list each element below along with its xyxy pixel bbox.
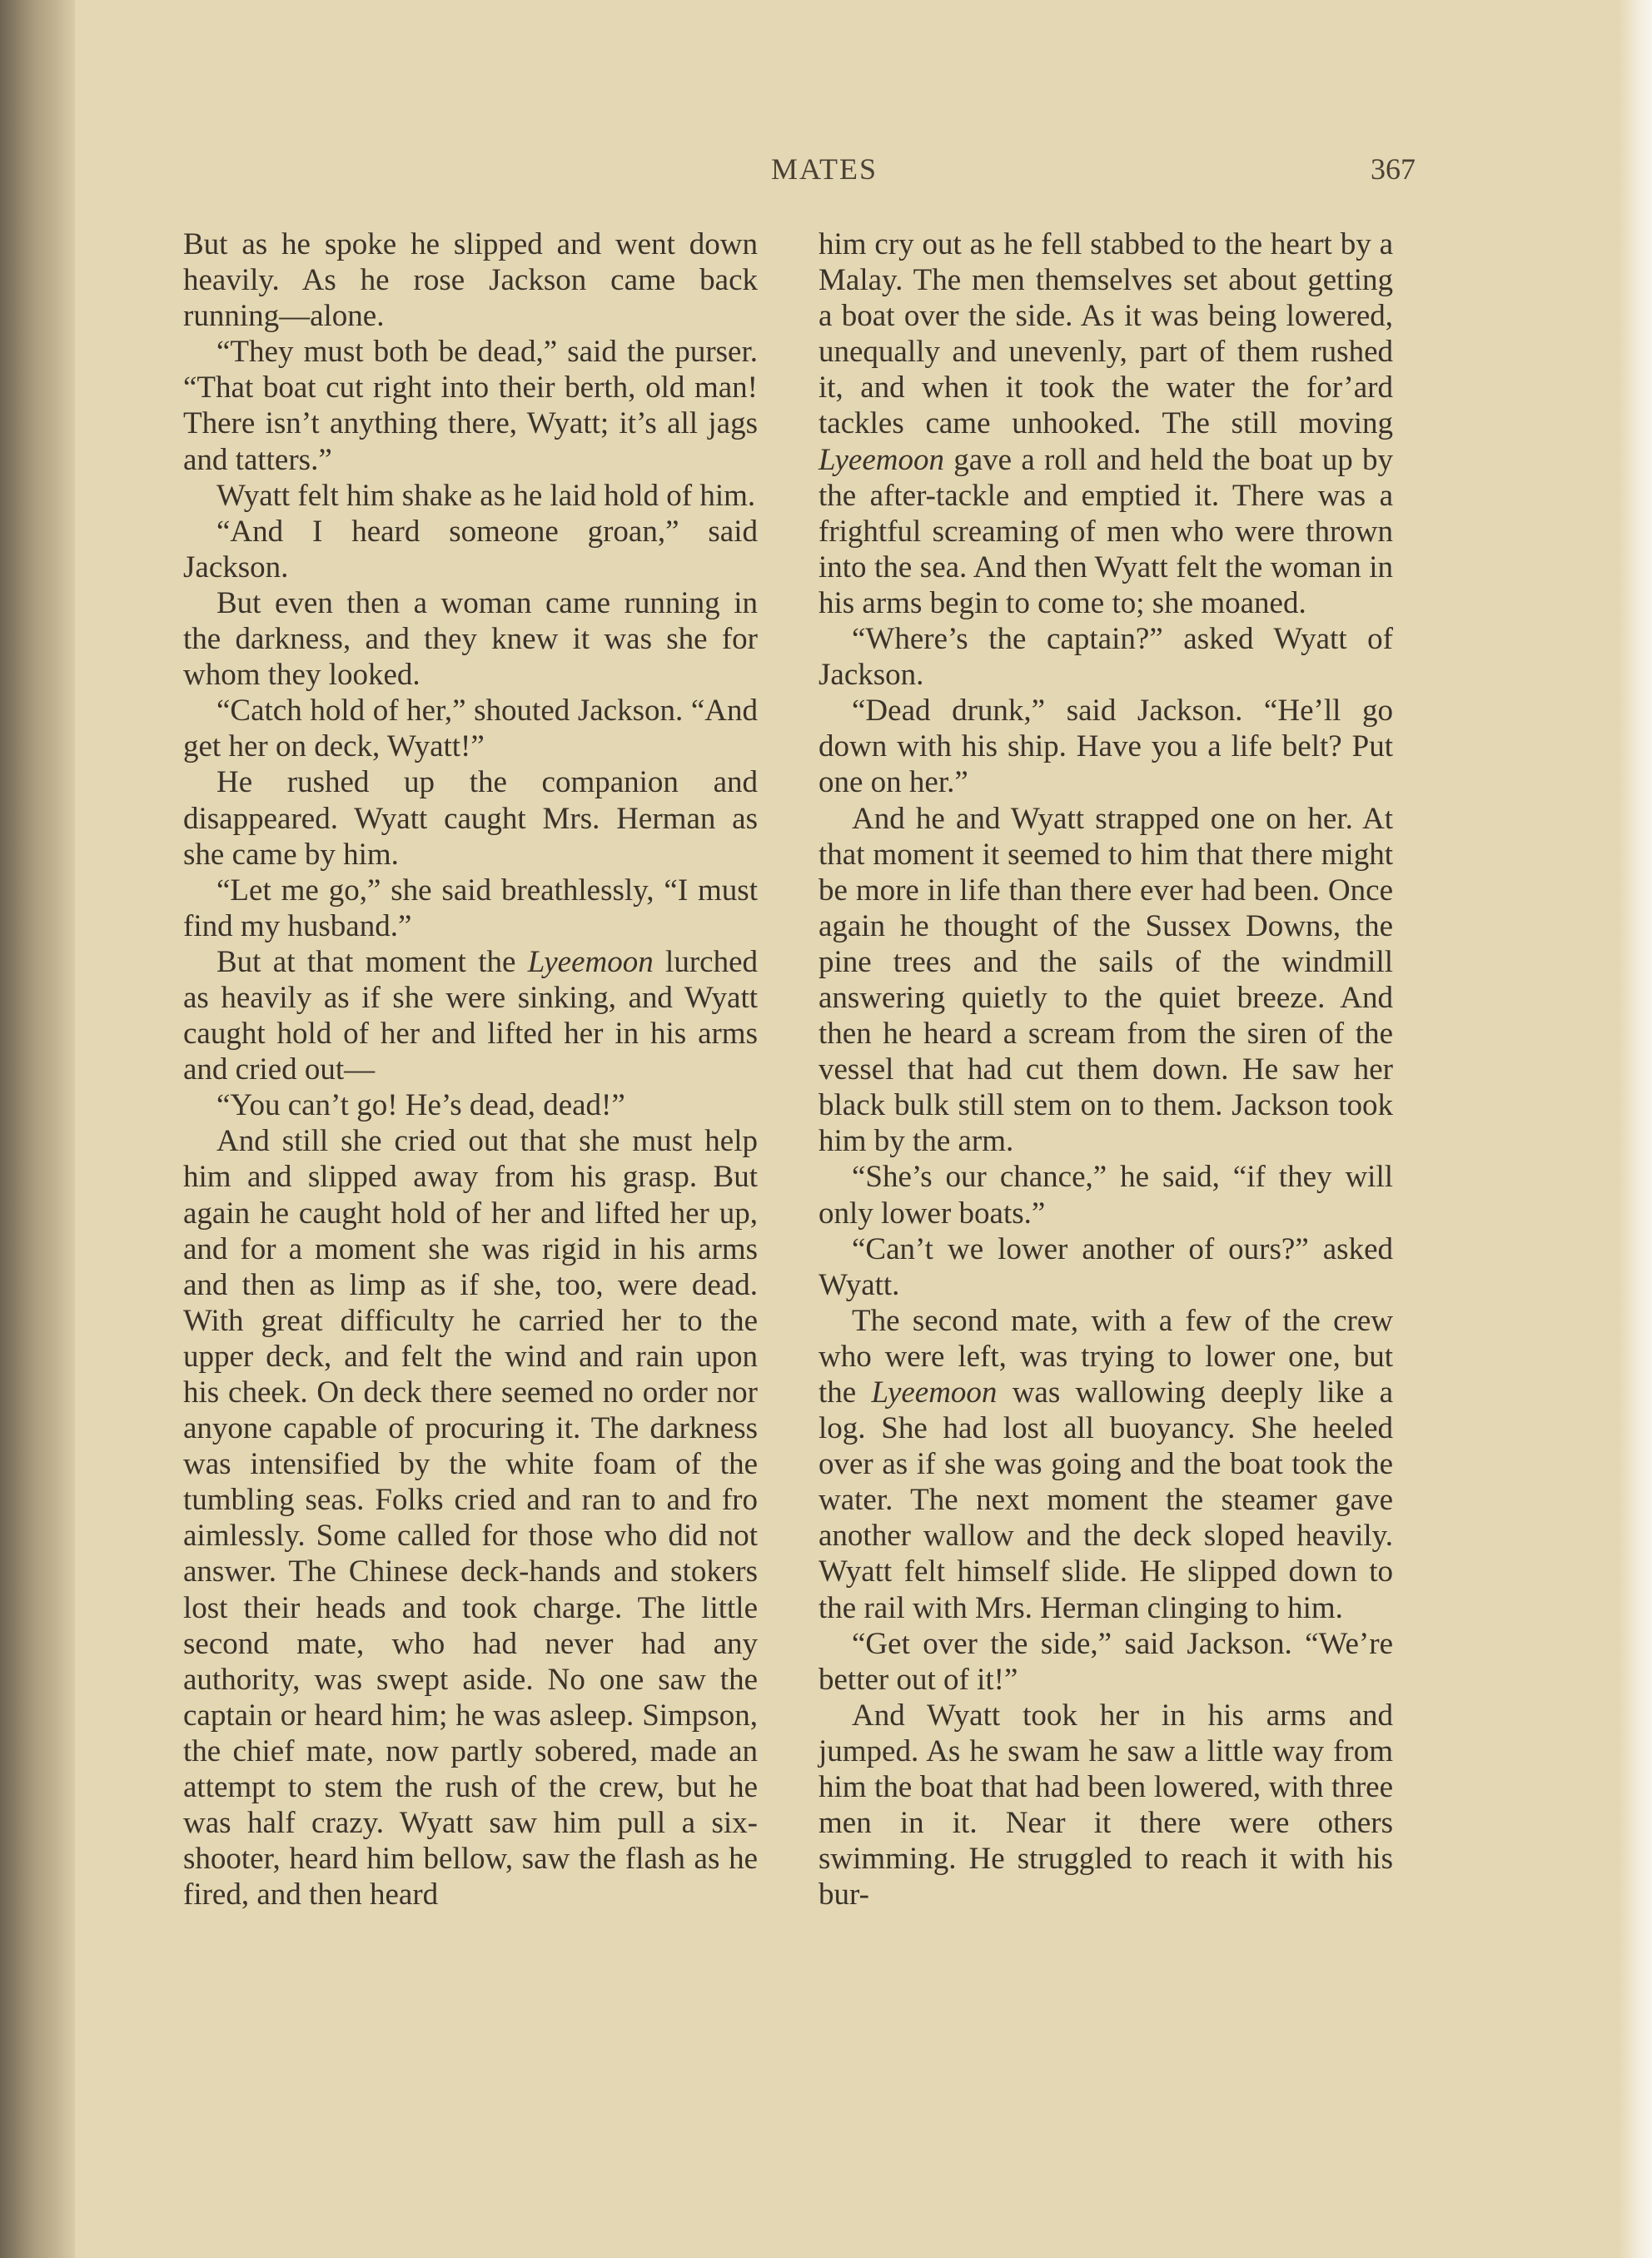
paragraph: He rushed up the companion and disappeared. Wyatt caught Mrs. Herman as she came by him. — [183, 765, 758, 872]
paragraph: “They must both be dead,” said the purser. “That boat cut right into their berth, old man! There isn’t anything there, Wyatt; it’s all jags and tatters.” — [183, 335, 758, 477]
paragraph-text: him cry out as he fell stabbed to the heart by a Malay. The men themselves set about getting a boat over the side. As it was being lowered, unequally and unevenly, part of them rushed it, and when it took the water the for’ard tackles came unhooked. The still moving — [819, 227, 1393, 441]
paragraph: “Let me go,” she said breathlessly, “I must find my husband.” — [183, 873, 758, 943]
paragraph — [819, 1303, 1393, 1626]
paragraph-text: was wallowing deeply like a log. She had lost all buoyancy. She heeled over as if she was going and the boat took the water. The next moment the steamer gave another wallow and the deck sloped heavily. Wyatt felt himself slide. He slipped down to the rail with Mrs. Herman clinging to him. — [819, 1375, 1393, 1625]
paragraph-text: lurched as heavily as if she were sinking, and Wyatt caught hold of her and lifted her in his arms and cried out— — [183, 944, 758, 1087]
paragraph: “Where’s the captain?” asked Wyatt of Jackson. — [819, 622, 1393, 693]
paragraph: And still she cried out that she must help him and slipped away from his grasp. But again he caught hold of her and lifted her up, and for a moment she was rigid in his arms and then as limp as if she, too, were dead. With great difficulty he carried her to the upper deck, and felt the wind and rain upon his cheek. On deck there seemed no order nor anyone capable of procuring it. The darkness was intensified by the white foam of the tumbling seas. Folks cried and ran to and fro aimlessly. Some called for those who did not answer. The Chinese deck-hands and stokers lost their heads and took charge. The little second mate, who had never had any authority, was swept aside. No one saw the captain or heard him; he was asleep. Simpson, the chief mate, now partly sobered, made an attempt to stem the rush of the crew, but he was half crazy. Wyatt saw him pull a six-shooter, heard him bellow, saw the flash as he fired, and then heard — [183, 1124, 758, 1912]
paragraph: “You can’t go! He’s dead, dead!” — [216, 1088, 625, 1123]
paragraph: But even then a woman came running in the darkness, and they knew it was she for whom they looked. — [183, 585, 758, 693]
paragraph: “She’s our chance,” he said, “if they will only lower boats.” — [819, 1160, 1393, 1231]
running-title: MATES — [770, 152, 878, 186]
paragraph-text: But at that moment the — [216, 944, 528, 979]
paragraph: “Catch hold of her,” shouted Jackson. “And get her on deck, Wyatt!” — [183, 694, 758, 764]
paragraph: “Dead drunk,” said Jackson. “He’ll go down with his ship. Have you a life belt? Put one on her.” — [819, 694, 1393, 800]
paragraph: And Wyatt took her in his arms and jumped. As he swam he saw a little way from him the boat that had been lowered, with three men in it. Near it there were others swimming. He struggled to reach it with his bur- — [819, 1698, 1393, 1912]
paragraph: But as he spoke he slipped and went down heavily. As he rose Jackson came back running—alone. — [183, 227, 758, 334]
paragraph — [819, 226, 1393, 621]
ship-name: Lyeemoon — [819, 442, 944, 477]
ship-name: Lyeemoon — [527, 944, 654, 979]
paragraph: And he and Wyatt strapped one on her. At that moment it seemed to him that there might be more in life than there ever had been. Once again he thought of the Sussex Downs, the pine trees and the sails of the windmill answering quietly to the quiet breeze. And then he heard a scream from the siren of the vessel that had cut them down. He saw her black bulk still stem on to them. Jackson took him by the arm. — [819, 801, 1393, 1159]
paragraph — [183, 944, 758, 1087]
right-column — [819, 226, 1393, 1912]
page-number: 367 — [1371, 152, 1416, 186]
ship-name: Lyeemoon — [871, 1375, 998, 1410]
left-column — [183, 226, 758, 1912]
paragraph: “Can’t we lower another of ours?” asked Wyatt. — [819, 1231, 1393, 1302]
paragraph-text: gave a roll and held the boat up by the after-tackle and emptied it. There was a frightful screaming of men who were thrown into the sea. And then Wyatt felt the woman in his arms begin to come to; she moaned. — [819, 442, 1393, 620]
paragraph-text: The second mate, with a few of the crew who were left, was trying to lower one, but the — [819, 1303, 1393, 1410]
paragraph: “Get over the side,” said Jackson. “We’re better out of it!” — [819, 1626, 1393, 1697]
paragraph: “And I heard someone groan,” said Jackson. — [183, 514, 758, 584]
paragraph: Wyatt felt him shake as he laid hold of him. — [216, 478, 756, 513]
